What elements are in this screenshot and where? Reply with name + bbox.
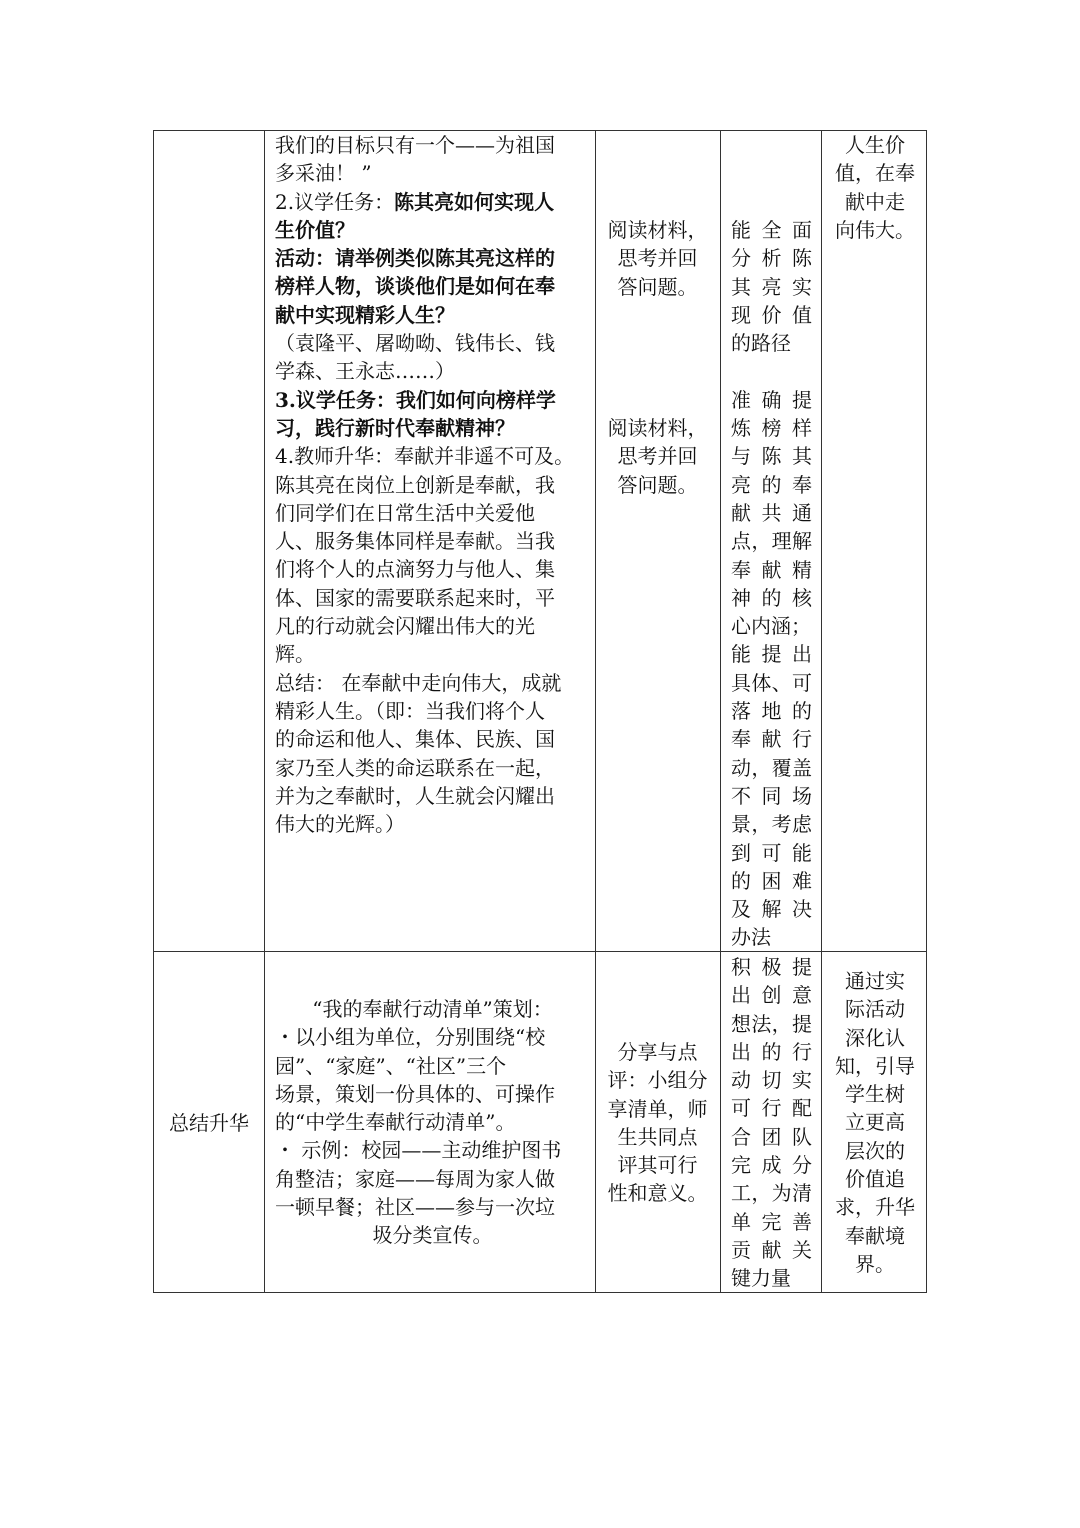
content-line: “我的奉献行动清单”策划： [312,997,553,1021]
row2-student-activity-cell [597,1038,718,1208]
evaluation-line: 积极提 [731,955,812,979]
content-line: 学森、王永志……） [275,359,455,384]
evaluation-line: 办法 [731,925,771,950]
evaluation-line: 想法，提 [731,1011,812,1036]
content-line: 圾分类宣传。 [372,1223,493,1248]
content-line: 辉。 [275,642,315,667]
column-divider [720,131,721,1292]
evaluation-line: 准确提 [731,387,812,412]
evaluation-line: 分析陈 [731,246,812,271]
evaluation-line: 贡献关 [731,1237,812,1262]
content-line: 体、国家的需要联系起来时，平 [275,585,555,610]
evaluation-line: 其亮实 [731,274,812,299]
content-line: 园”、“家庭”、“社区”三个 [275,1053,507,1078]
activity-line: 生共同点 [617,1124,698,1149]
evaluation-line: 可行配 [731,1096,812,1121]
evaluation-line: 动切实 [731,1068,812,1093]
content-line: 陈其亮在岗位上创新是奉献，我 [275,472,555,497]
evaluation-line: 能全面 [731,218,812,242]
content-line: 多采油！ ” [275,161,372,186]
content-line: 凡的行动就会闪耀出伟大的光 [275,614,535,639]
row2-intent-cell [824,967,926,1278]
intent-line: 通过实 [845,969,905,993]
evaluation-line: 神的核 [731,585,812,610]
evaluation-line: 奉献精 [731,557,812,582]
content-line: 习，践行新时代奉献精神？ [275,415,515,440]
intent-line: 向伟大。 [835,217,915,242]
intent-line: 献中走 [845,189,905,214]
evaluation-line: 景，考虑 [731,812,812,837]
intent-line: 价值追 [845,1167,905,1192]
content-line: ・以小组为单位，分别围绕“校 [275,1025,546,1050]
evaluation-line: 具体、可 [731,670,812,695]
evaluation-line: 的路径 [731,331,791,356]
evaluation-line: 心内涵； [731,614,811,639]
row1-student-activity-1 [597,216,718,301]
evaluation-line: 奉献行 [731,727,812,752]
content-line: 并为之奉献时，人生就会闪耀出 [275,783,555,808]
evaluation-line: 能提出 [731,642,812,667]
content-line: 生价值？ [275,217,355,242]
stage-label: 总结升华 [169,1111,249,1135]
activity-line: 思考并回 [617,444,698,469]
intent-line: 学生树 [845,1082,905,1107]
evaluation-line: 到可能 [731,840,812,865]
intent-line: 奉献境 [845,1223,905,1248]
evaluation-line: 现价值 [731,302,812,327]
evaluation-line: 炼榜样 [731,416,812,441]
evaluation-line: 出创意 [731,983,812,1008]
intent-line: 知，引导 [835,1053,915,1078]
intent-line: 界。 [855,1251,895,1276]
row1-student-activity-2 [597,414,718,499]
task-title: 陈其亮如何实现人 [394,189,555,214]
content-line: 伟大的光辉。） [275,812,405,837]
intent-line: 立更高 [845,1110,905,1135]
task-label: 2.议学任务： [275,189,395,214]
activity-line: 答问题。 [617,472,698,497]
intent-line: 人生价 [845,133,905,157]
activity-line: 阅读材料， [607,218,708,242]
row1-evaluation-cell [731,216,812,952]
activity-line: 分享与点 [617,1040,698,1064]
content-line: 的命运和他人、集体、民族、国 [275,727,555,752]
intent-line: 求，升华 [835,1195,915,1220]
evaluation-line: 点，理解 [731,529,812,554]
evaluation-line: 出的行 [731,1039,812,1064]
content-line: 我们的目标只有一个——为祖国 [275,133,555,157]
lesson-plan-table [153,130,927,1293]
content-line: 活动：请举例类似陈其亮这样的 [275,246,555,271]
content-line: 一顿早餐；社区——参与一次垃 [275,1195,555,1220]
evaluation-line: 工，为清 [731,1181,812,1206]
content-line: 3.议学任务：我们如何向榜样学 [275,387,556,412]
content-line [275,188,590,216]
intent-line: 值，在奉 [835,161,915,186]
intent-line: 层次的 [845,1138,905,1163]
activity-line: 评其可行 [617,1153,698,1178]
content-line: ・ 示例：校园——主动维护图书 [275,1138,562,1163]
activity-line: 评：小组分 [607,1068,708,1093]
activity-line: 思考并回 [617,246,698,271]
evaluation-line: 的困难 [731,868,812,893]
content-line: 献中实现精彩人生？ [275,302,455,327]
row1-intent-cell [824,131,926,244]
content-line: （袁隆平、屠呦呦、钱伟长、钱 [275,331,555,356]
content-line: 们将个人的点滴努力与他人、集 [275,557,555,582]
evaluation-line: 不同场 [731,783,812,808]
content-line: 角整洁；家庭——每周为家人做 [275,1166,555,1191]
evaluation-line: 亮的奉 [731,472,812,497]
intent-line: 际活动 [845,997,905,1022]
evaluation-line: 键力量 [731,1266,791,1291]
row2-content-cell [275,995,590,1250]
content-line: 家乃至人类的命运联系在一起， [275,755,555,780]
row2-evaluation-cell [731,953,812,1293]
column-divider [821,131,822,1292]
evaluation-line: 及解决 [731,897,812,922]
evaluation-line: 动，覆盖 [731,755,812,780]
column-divider [264,131,265,1292]
evaluation-line: 与陈其 [731,444,812,469]
content-line: 总结： 在奉献中走向伟大，成就 [275,670,562,695]
evaluation-line: 献共通 [731,500,812,525]
row1-content-cell [275,131,590,838]
intent-line: 深化认 [845,1025,905,1050]
evaluation-line: 落地的 [731,699,812,724]
content-line: 人、服务集体同样是奉献。当我 [275,529,555,554]
content-line: 场景，策划一份具体的、可操作 [275,1081,555,1106]
row2-stage-cell [154,1109,264,1137]
activity-line: 阅读材料， [607,416,708,440]
activity-line: 性和意义。 [607,1181,708,1206]
activity-line: 享清单，师 [607,1096,708,1121]
content-line: 4.教师升华：奉献并非遥不可及。 [275,444,575,469]
column-divider [595,131,596,1292]
content-line: 精彩人生。（即：当我们将个人 [275,698,545,723]
content-line: 们同学们在日常生活中关爱他 [275,500,535,525]
content-line: 榜样人物，谈谈他们是如何在奉 [275,274,555,299]
evaluation-line: 合团队 [731,1124,812,1149]
evaluation-line: 完成分 [731,1153,812,1178]
activity-line: 答问题。 [617,274,698,299]
content-line: 的“中学生奉献行动清单”。 [275,1110,516,1135]
evaluation-spacer [731,357,812,385]
evaluation-line: 单完善 [731,1209,812,1234]
